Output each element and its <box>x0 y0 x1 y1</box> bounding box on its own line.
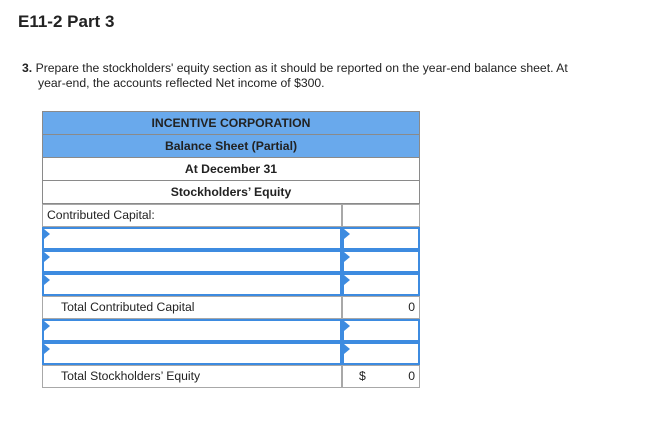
input-row-5 <box>42 342 420 365</box>
instruction-line-1: Prepare the stockholders' equity section as it should be reported on the year-end balance sheet. At <box>35 61 568 75</box>
amount-input-5[interactable] <box>342 342 420 365</box>
amount-input-4[interactable] <box>342 319 420 342</box>
instruction-text <box>22 61 622 91</box>
account-dropdown-2[interactable] <box>42 250 342 273</box>
account-dropdown-3[interactable] <box>42 273 342 296</box>
total-contributed-capital-amount <box>342 296 420 319</box>
company-name-header: INCENTIVE CORPORATION <box>42 111 420 135</box>
total-stockholders-equity-text: Total Stockholders’ Equity <box>61 369 201 383</box>
total-contributed-capital-value: 0 <box>408 300 415 314</box>
total-contributed-capital-label <box>42 296 342 319</box>
total-stockholders-equity-value: 0 <box>408 369 415 383</box>
input-row-1 <box>42 227 420 250</box>
total-stockholders-equity-amount <box>342 365 420 388</box>
account-dropdown-5[interactable] <box>42 342 342 365</box>
account-dropdown-4[interactable] <box>42 319 342 342</box>
page-title: E11-2 Part 3 <box>18 12 115 31</box>
contributed-capital-row <box>42 204 420 227</box>
currency-symbol: $ <box>359 369 366 383</box>
date-header: At December 31 <box>42 158 420 181</box>
amount-input-1[interactable] <box>342 227 420 250</box>
amount-input-3[interactable] <box>342 273 420 296</box>
contributed-capital-amount-cell <box>342 204 420 227</box>
instruction-number: 3. <box>22 61 33 75</box>
input-row-2 <box>42 250 420 273</box>
contributed-capital-text: Contributed Capital: <box>47 208 155 222</box>
balance-sheet-table <box>42 111 420 388</box>
instruction-line-2: year-end, the accounts reflected Net income of $300. <box>38 76 325 90</box>
total-stockholders-equity-row <box>42 365 420 388</box>
account-dropdown-1[interactable] <box>42 227 342 250</box>
amount-input-2[interactable] <box>342 250 420 273</box>
total-contributed-capital-row <box>42 296 420 319</box>
input-row-4 <box>42 319 420 342</box>
total-stockholders-equity-label <box>42 365 342 388</box>
section-header: Stockholders’ Equity <box>42 181 420 204</box>
total-contributed-capital-text: Total Contributed Capital <box>61 300 195 314</box>
contributed-capital-label <box>42 204 342 227</box>
statement-name-header: Balance Sheet (Partial) <box>42 135 420 158</box>
input-row-3 <box>42 273 420 296</box>
